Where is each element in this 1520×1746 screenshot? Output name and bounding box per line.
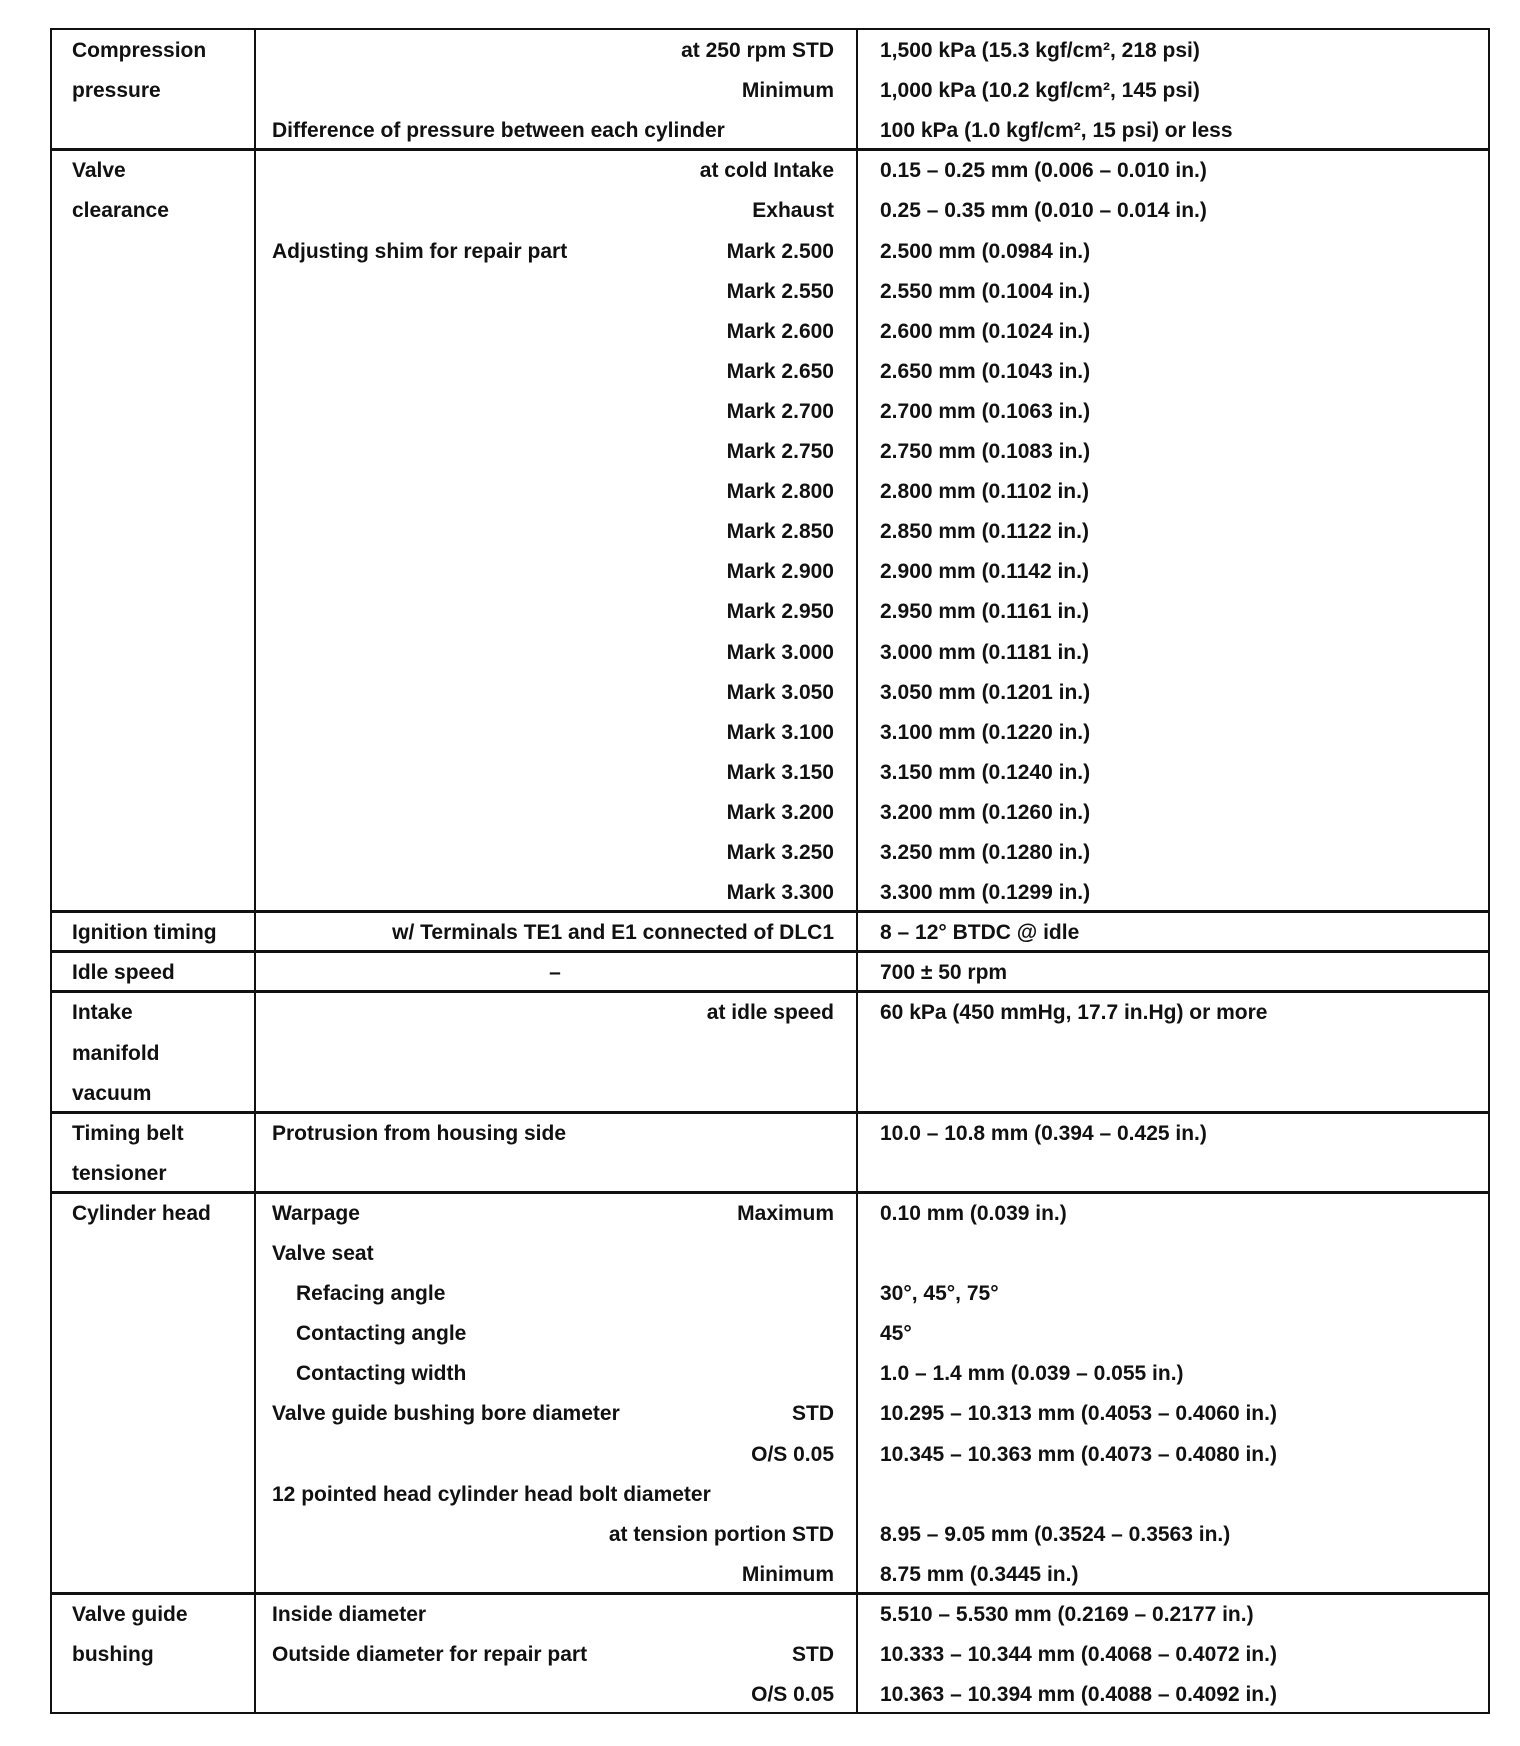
spec-item-label: Warpage [272, 1201, 360, 1225]
spec-item-condition: at tension portion STD [608, 1522, 834, 1546]
spec-item-condition: Mark 2.700 [726, 399, 834, 423]
spec-value: 8.75 mm (0.3445 in.) [880, 1562, 1079, 1586]
spec-item-condition: Mark 2.800 [726, 480, 834, 504]
table-row-rule [50, 910, 1490, 913]
spec-item-label: Outside diameter for repair part [272, 1643, 588, 1666]
spec-item-condition: STD [792, 1402, 834, 1426]
section-label-valve-guide-bushing: Valve guide [72, 1602, 188, 1626]
spec-value: 3.000 mm (0.1181 in.) [880, 640, 1089, 664]
spec-value: 10.0 – 10.8 mm (0.394 – 0.425 in.) [880, 1121, 1207, 1145]
spec-item-condition: Minimum [741, 1562, 834, 1586]
spec-item-condition: Maximum [737, 1201, 834, 1225]
spec-value: 2.750 mm (0.1083 in.) [880, 440, 1091, 463]
table-row-rule [50, 1592, 1490, 1595]
section-label-timing-belt-tensioner: tensioner [72, 1161, 167, 1185]
spec-value: 2.950 mm (0.1161 in.) [880, 600, 1089, 624]
table-row-rule [50, 1191, 1490, 1194]
spec-item-condition: Mark 2.750 [726, 440, 834, 463]
section-label-compression: pressure [72, 79, 161, 103]
section-label-intake-manifold-vacuum: vacuum [72, 1081, 152, 1105]
spec-item-condition: Mark 2.900 [726, 560, 834, 584]
table-row-rule [50, 1111, 1490, 1114]
spec-value: 0.15 – 0.25 mm (0.006 – 0.010 in.) [880, 159, 1207, 183]
spec-item-condition: w/ Terminals TE1 and E1 connected of DLC1 [392, 921, 834, 945]
section-label-compression: Compression [72, 39, 207, 62]
section-label-valve-guide-bushing: bushing [72, 1643, 154, 1666]
spec-item-condition: Mark 3.000 [726, 640, 834, 664]
spec-item-dash: – [549, 961, 561, 985]
spec-value: 2.500 mm (0.0984 in.) [880, 239, 1091, 263]
spec-item-condition: STD [792, 1643, 834, 1666]
spec-item-label: Inside diameter [272, 1602, 427, 1626]
spec-value: 3.050 mm (0.1201 in.) [880, 680, 1091, 704]
spec-value: 10.333 – 10.344 mm (0.4068 – 0.4072 in.) [880, 1643, 1277, 1666]
spec-item-condition: Exhaust [752, 199, 834, 223]
spec-value: 1,000 kPa (10.2 kgf/cm², 145 psi) [880, 79, 1200, 103]
section-label-idle-speed: Idle speed [72, 961, 175, 985]
spec-item-condition: Mark 2.500 [726, 239, 834, 263]
spec-value: 2.650 mm (0.1043 in.) [880, 359, 1091, 383]
spec-value: 8 – 12° BTDC @ idle [880, 921, 1080, 945]
spec-item-label: Valve guide bushing bore diameter [272, 1402, 620, 1426]
spec-item-label: Protrusion from housing side [272, 1121, 567, 1145]
spec-value: 0.25 – 0.35 mm (0.010 – 0.014 in.) [880, 199, 1207, 223]
spec-value: 2.850 mm (0.1122 in.) [880, 520, 1089, 544]
spec-item-condition: O/S 0.05 [751, 1442, 834, 1466]
spec-value: 1.0 – 1.4 mm (0.039 – 0.055 in.) [880, 1362, 1184, 1386]
spec-value: 10.295 – 10.313 mm (0.4053 – 0.4060 in.) [880, 1402, 1277, 1426]
spec-item-condition: Mark 3.100 [726, 720, 834, 744]
table-column-rule [50, 28, 52, 1714]
table-row-rule [50, 28, 1490, 30]
table-column-rule [254, 28, 256, 1714]
spec-item-condition: O/S 0.05 [751, 1683, 834, 1707]
table-column-rule [856, 28, 858, 1714]
table-row-rule [50, 990, 1490, 993]
spec-value: 3.100 mm (0.1220 in.) [880, 720, 1091, 744]
table-row-rule [50, 950, 1490, 953]
section-label-timing-belt-tensioner: Timing belt [72, 1121, 184, 1145]
spec-value: 100 kPa (1.0 kgf/cm², 15 psi) or less [880, 119, 1233, 143]
spec-value: 2.600 mm (0.1024 in.) [880, 319, 1091, 343]
spec-value: 3.200 mm (0.1260 in.) [880, 800, 1091, 824]
spec-value: 10.363 – 10.394 mm (0.4088 – 0.4092 in.) [880, 1683, 1277, 1707]
table-row-rule [50, 148, 1490, 151]
spec-item-label: Contacting angle [296, 1322, 467, 1346]
spec-item-condition: Mark 2.950 [726, 600, 834, 624]
spec-value: 3.150 mm (0.1240 in.) [880, 760, 1091, 784]
section-label-valve-clearance: Valve [72, 159, 126, 183]
spec-value: 10.345 – 10.363 mm (0.4073 – 0.4080 in.) [880, 1442, 1277, 1466]
spec-value: 45° [880, 1322, 912, 1346]
spec-item-condition: Mark 2.650 [726, 359, 834, 383]
spec-item-label: Valve seat [272, 1242, 374, 1265]
spec-item-condition: at idle speed [706, 1001, 834, 1025]
spec-item-condition: Mark 3.150 [726, 760, 834, 784]
spec-item-condition: Mark 2.550 [726, 279, 834, 303]
spec-item-condition: at cold Intake [699, 159, 834, 183]
spec-item-condition: at 250 rpm STD [681, 39, 834, 62]
spec-value: 30°, 45°, 75° [880, 1282, 999, 1306]
spec-value: 2.700 mm (0.1063 in.) [880, 399, 1091, 423]
spec-item-label: 12 pointed head cylinder head bolt diameter [272, 1482, 711, 1506]
section-label-intake-manifold-vacuum: Intake [72, 1001, 133, 1025]
spec-value: 0.10 mm (0.039 in.) [880, 1201, 1067, 1225]
spec-value: 2.550 mm (0.1004 in.) [880, 279, 1091, 303]
spec-value: 60 kPa (450 mmHg, 17.7 in.Hg) or more [880, 1001, 1268, 1025]
spec-item-label: Adjusting shim for repair part [272, 239, 568, 263]
spec-table [50, 28, 1490, 1725]
spec-value: 5.510 – 5.530 mm (0.2169 – 0.2177 in.) [880, 1602, 1254, 1626]
section-label-ignition-timing: Ignition timing [72, 921, 217, 945]
table-column-rule [1488, 28, 1490, 1714]
section-label-cylinder-head: Cylinder head [72, 1201, 211, 1225]
spec-item-label: Difference of pressure between each cylinder [272, 119, 725, 143]
spec-item-condition: Minimum [741, 79, 834, 103]
spec-item-condition: Mark 2.600 [726, 319, 834, 343]
spec-value: 1,500 kPa (15.3 kgf/cm², 218 psi) [880, 39, 1200, 62]
spec-item-label: Refacing angle [296, 1282, 446, 1306]
spec-item-condition: Mark 3.250 [726, 841, 834, 864]
spec-value: 3.250 mm (0.1280 in.) [880, 841, 1091, 864]
spec-item-condition: Mark 3.300 [726, 881, 834, 905]
spec-item-condition: Mark 3.050 [726, 680, 834, 704]
spec-value: 700 ± 50 rpm [880, 961, 1008, 985]
spec-value: 2.800 mm (0.1102 in.) [880, 480, 1089, 504]
table-row-rule [50, 1712, 1490, 1714]
spec-value: 3.300 mm (0.1299 in.) [880, 881, 1091, 905]
spec-item-label: Contacting width [296, 1362, 467, 1386]
spec-item-condition: Mark 2.850 [726, 520, 834, 544]
spec-item-condition: Mark 3.200 [726, 800, 834, 824]
section-label-valve-clearance: clearance [72, 199, 169, 223]
spec-value: 2.900 mm (0.1142 in.) [880, 560, 1089, 584]
spec-value: 8.95 – 9.05 mm (0.3524 – 0.3563 in.) [880, 1522, 1231, 1546]
section-label-intake-manifold-vacuum: manifold [72, 1041, 160, 1065]
